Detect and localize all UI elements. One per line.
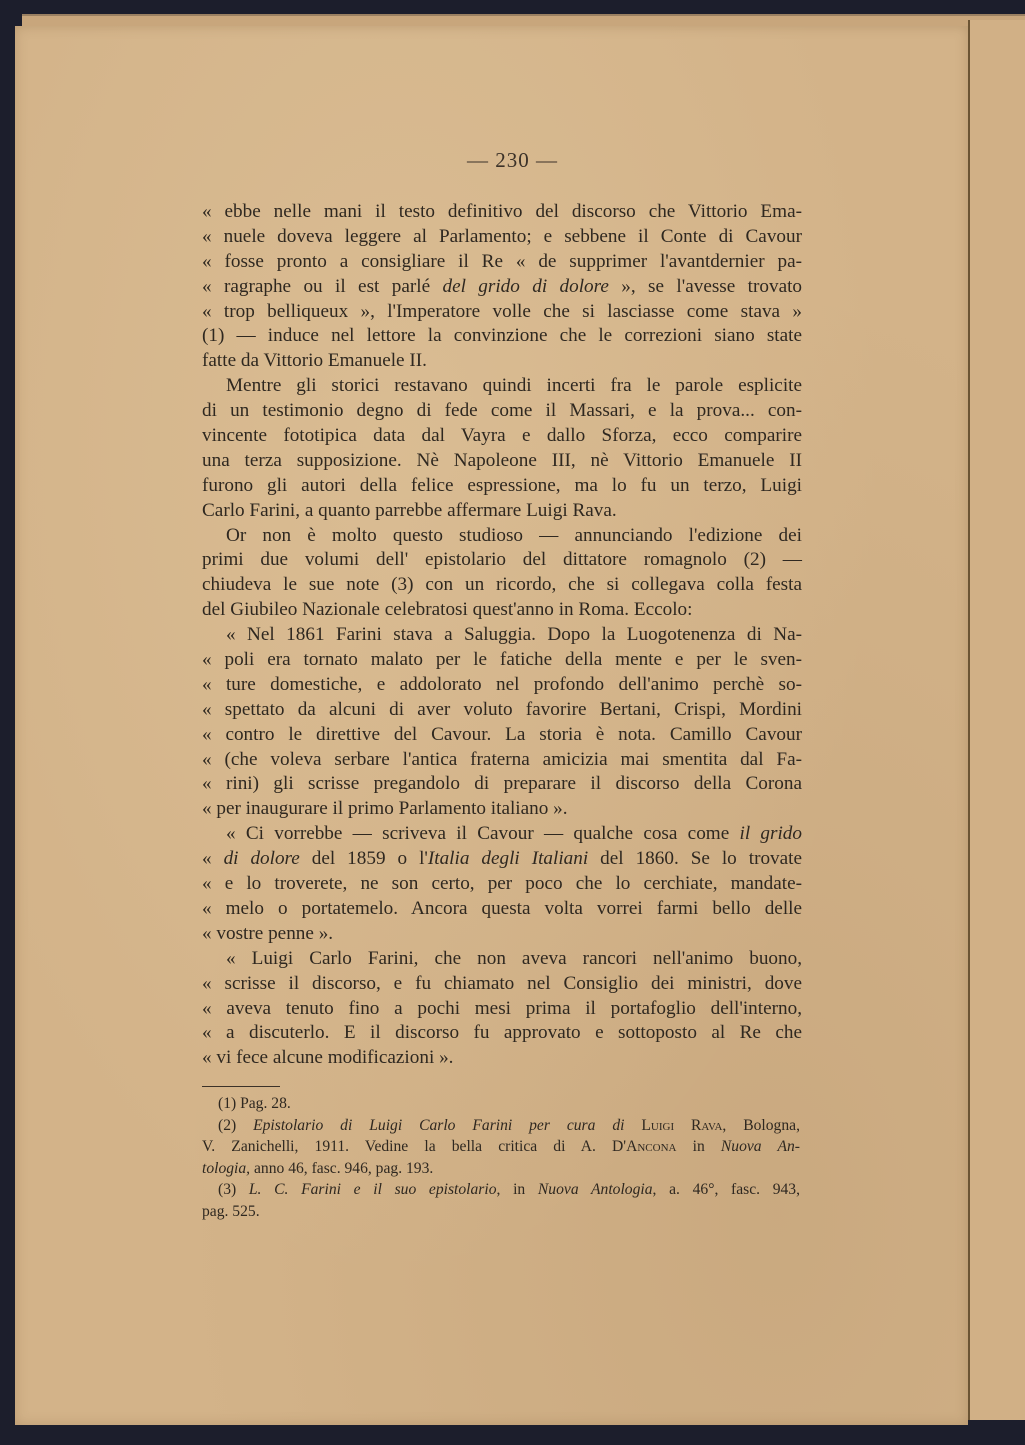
body-line bbox=[202, 673, 802, 698]
body-paragraph bbox=[202, 822, 802, 946]
footnote-text-run: Luigi Rava bbox=[641, 1116, 723, 1134]
body-text-run: « bbox=[202, 848, 224, 870]
body-text-run: « fosse pronto a consigliare il Re « de supprimer l'avantdernier pa- bbox=[202, 250, 802, 272]
body-line bbox=[202, 1046, 802, 1071]
body-line bbox=[202, 324, 802, 349]
body-line bbox=[202, 648, 802, 673]
footnote-divider bbox=[202, 1086, 280, 1087]
body-text-run: fatte da Vittorio Emanuele II. bbox=[202, 350, 427, 372]
body-text-run: « vi fece alcune modificazioni ». bbox=[202, 1047, 454, 1069]
footnote-text-run: tologia, bbox=[202, 1159, 251, 1177]
body-text-run: del 1859 o l' bbox=[299, 848, 428, 870]
body-line bbox=[202, 300, 802, 325]
body-text-run: « ragraphe ou il est parlé bbox=[202, 275, 443, 297]
body-line bbox=[202, 847, 802, 872]
footnote-text-run: V. Zanichelli, 1911. Vedine la bella critica di A. bbox=[202, 1138, 613, 1155]
body-text-run: « e lo troverete, ne son certo, per poco che lo cerchiate, mandate- bbox=[202, 873, 802, 895]
body-text-run: furono gli autori della felice espressione, ma lo fu un terzo, Luigi bbox=[202, 474, 802, 496]
body-paragraph bbox=[202, 200, 802, 374]
body-line bbox=[202, 250, 802, 275]
page-number: — 230 — bbox=[467, 148, 558, 172]
body-text-run: il grido bbox=[739, 823, 802, 845]
body-text-run: « trop belliqueux », l'Imperatore volle che si lasciasse come stava » bbox=[202, 300, 802, 322]
body-line bbox=[202, 349, 802, 374]
footnote-text-run: , Bologna, bbox=[722, 1116, 800, 1134]
body-line bbox=[202, 449, 802, 474]
body-text-run: Italia degli Italiani bbox=[427, 848, 589, 870]
body-line bbox=[202, 399, 802, 424]
footnote-text-run: Nuova Antologia bbox=[537, 1181, 653, 1198]
body-text-run: « Ci vorrebbe — scriveva il Cavour — qualche cosa come bbox=[226, 823, 740, 845]
footnote-text-run: , in bbox=[496, 1181, 538, 1198]
body-text-run: di dolore bbox=[223, 848, 300, 870]
body-text-run: Carlo Farini, a quanto parrebbe affermare Luigi Rava. bbox=[202, 499, 617, 521]
body-line bbox=[202, 748, 802, 773]
footnote-paragraph bbox=[202, 1115, 800, 1180]
body-line bbox=[202, 598, 802, 623]
body-text-run: « a discuterlo. E il discorso fu approvato e sottoposto al Re che bbox=[202, 1022, 802, 1044]
body-text-run: « Luigi Carlo Farini, che non aveva rancori nell'animo buono, bbox=[226, 947, 802, 969]
body-line bbox=[202, 275, 802, 300]
body-text-run: del grido di dolore bbox=[442, 275, 609, 297]
footnote-text-run: L. C. Farini e il suo epistolario bbox=[248, 1181, 497, 1198]
body-text-run: « poli era tornato malato per le fatiche della mente e per le sven- bbox=[202, 649, 802, 671]
body-text-run: « melo o portatemelo. Ancora questa volta vorrei farmi bello delle bbox=[202, 897, 802, 919]
body-text-run: vincente fototipica data dal Vayra e dallo Sforza, ecco comparire bbox=[202, 425, 802, 447]
body-text-run: primi due volumi dell' epistolario del dittatore romagnolo (2) — bbox=[202, 549, 802, 571]
footnote-text-run: in bbox=[676, 1138, 721, 1155]
body-text-run: di un testimonio degno di fede come il Massari, e la prova... con- bbox=[202, 400, 802, 422]
body-paragraph bbox=[202, 374, 802, 523]
body-line bbox=[202, 872, 802, 897]
footnotes bbox=[202, 1093, 800, 1222]
footnote-text-run: , a. 46°, fasc. 943, bbox=[652, 1181, 800, 1198]
body-paragraph bbox=[202, 623, 802, 822]
body-text-run: « spettato da alcuni di aver voluto favorire Bertani, Crispi, Mordini bbox=[202, 698, 802, 720]
body-text-run: « nuele doveva leggere al Parlamento; e sebbene il Conte di Cavour bbox=[202, 225, 802, 247]
body-text-run: Or non è molto questo studioso — annunciando l'edizione dei bbox=[226, 524, 802, 546]
footnote-line bbox=[202, 1179, 800, 1201]
body-line bbox=[202, 698, 802, 723]
footnote-line bbox=[202, 1115, 800, 1137]
body-text-run: del 1860. Se lo trovate bbox=[588, 848, 803, 870]
body-text-run: « rini) gli scrisse pregandolo di preparare il discorso della Corona bbox=[202, 773, 802, 795]
body-line bbox=[202, 374, 802, 399]
body-line bbox=[202, 822, 802, 847]
body-line bbox=[202, 573, 802, 598]
body-text-run: « contro le direttive del Cavour. La storia è nota. Camillo Cavour bbox=[202, 723, 802, 745]
facing-page-edge bbox=[968, 20, 1025, 1420]
body-line bbox=[202, 922, 802, 947]
body-text-run: chiudeva le sue note (3) con un ricordo, che si collegava colla festa bbox=[202, 574, 802, 596]
body-line bbox=[202, 897, 802, 922]
footnote-paragraph bbox=[202, 1179, 800, 1222]
body-text-run: « Nel 1861 Farini stava a Saluggia. Dopo la Luogotenenza di Na- bbox=[226, 624, 802, 646]
footnote-text-run: D'Ancona bbox=[612, 1138, 677, 1155]
body-line bbox=[202, 1021, 802, 1046]
body-text-run: (1) — induce nel lettore la convinzione che le correzioni siano state bbox=[202, 325, 802, 347]
footnote-text-run bbox=[624, 1117, 641, 1134]
body-text-run: « ture domestiche, e addolorato nel profondo dell'animo perchè so- bbox=[202, 673, 802, 695]
body-paragraph bbox=[202, 524, 802, 624]
body-line bbox=[202, 474, 802, 499]
footnote-line bbox=[202, 1136, 800, 1158]
body-text-run: « ebbe nelle mani il testo definitivo del discorso che Vittorio Ema- bbox=[202, 201, 802, 222]
footnote-line bbox=[202, 1093, 800, 1115]
footnote-paragraph bbox=[202, 1093, 800, 1115]
body-line bbox=[202, 499, 802, 524]
body-line bbox=[202, 997, 802, 1022]
body-text-run: », se l'avesse trovato bbox=[608, 275, 803, 297]
footnote-line bbox=[202, 1201, 800, 1223]
body-paragraph bbox=[202, 947, 802, 1071]
body-line bbox=[202, 524, 802, 549]
footnote-text-run: (2) bbox=[218, 1116, 254, 1134]
body-line bbox=[202, 548, 802, 573]
body-text-run: del Giubileo Nazionale celebratosi quest'anno in Roma. Eccolo: bbox=[202, 599, 693, 621]
body-text-run: « aveva tenuto fino a pochi mesi prima il portafoglio dell'interno, bbox=[202, 997, 802, 1019]
body-line bbox=[202, 772, 802, 797]
body-text-run: una terza supposizione. Nè Napoleone III, nè Vittorio Emanuele II bbox=[202, 449, 802, 471]
footnote-text-run: Epistolario di Luigi Carlo Farini per cura di bbox=[253, 1116, 625, 1134]
footnote-text-run: (3) bbox=[218, 1181, 249, 1198]
body-line bbox=[202, 200, 802, 225]
body-text bbox=[202, 200, 802, 1071]
body-text-run: « vostre penne ». bbox=[202, 922, 334, 944]
body-line bbox=[202, 947, 802, 972]
body-text-run: « per inaugurare il primo Parlamento italiano ». bbox=[202, 798, 568, 820]
footnote-text-run: anno 46, fasc. 946, pag. 193. bbox=[250, 1159, 434, 1177]
body-line bbox=[202, 972, 802, 997]
body-text-run: « (che voleva serbare l'antica fraterna amicizia mai smentita dal Fa- bbox=[202, 748, 802, 770]
footnote-line bbox=[202, 1158, 800, 1180]
footnote-text-run: pag. 525. bbox=[202, 1202, 260, 1220]
body-line bbox=[202, 225, 802, 250]
body-text-run: « scrisse il discorso, e fu chiamato nel Consiglio dei ministri, dove bbox=[202, 972, 802, 994]
footnote-text-run: (1) Pag. 28. bbox=[218, 1095, 291, 1112]
body-text-run: Mentre gli storici restavano quindi incerti fra le parole esplicite bbox=[226, 375, 802, 397]
body-line bbox=[202, 623, 802, 648]
footnote-text-run: Nuova An- bbox=[720, 1138, 800, 1155]
body-line bbox=[202, 797, 802, 822]
body-line bbox=[202, 723, 802, 748]
body-line bbox=[202, 424, 802, 449]
